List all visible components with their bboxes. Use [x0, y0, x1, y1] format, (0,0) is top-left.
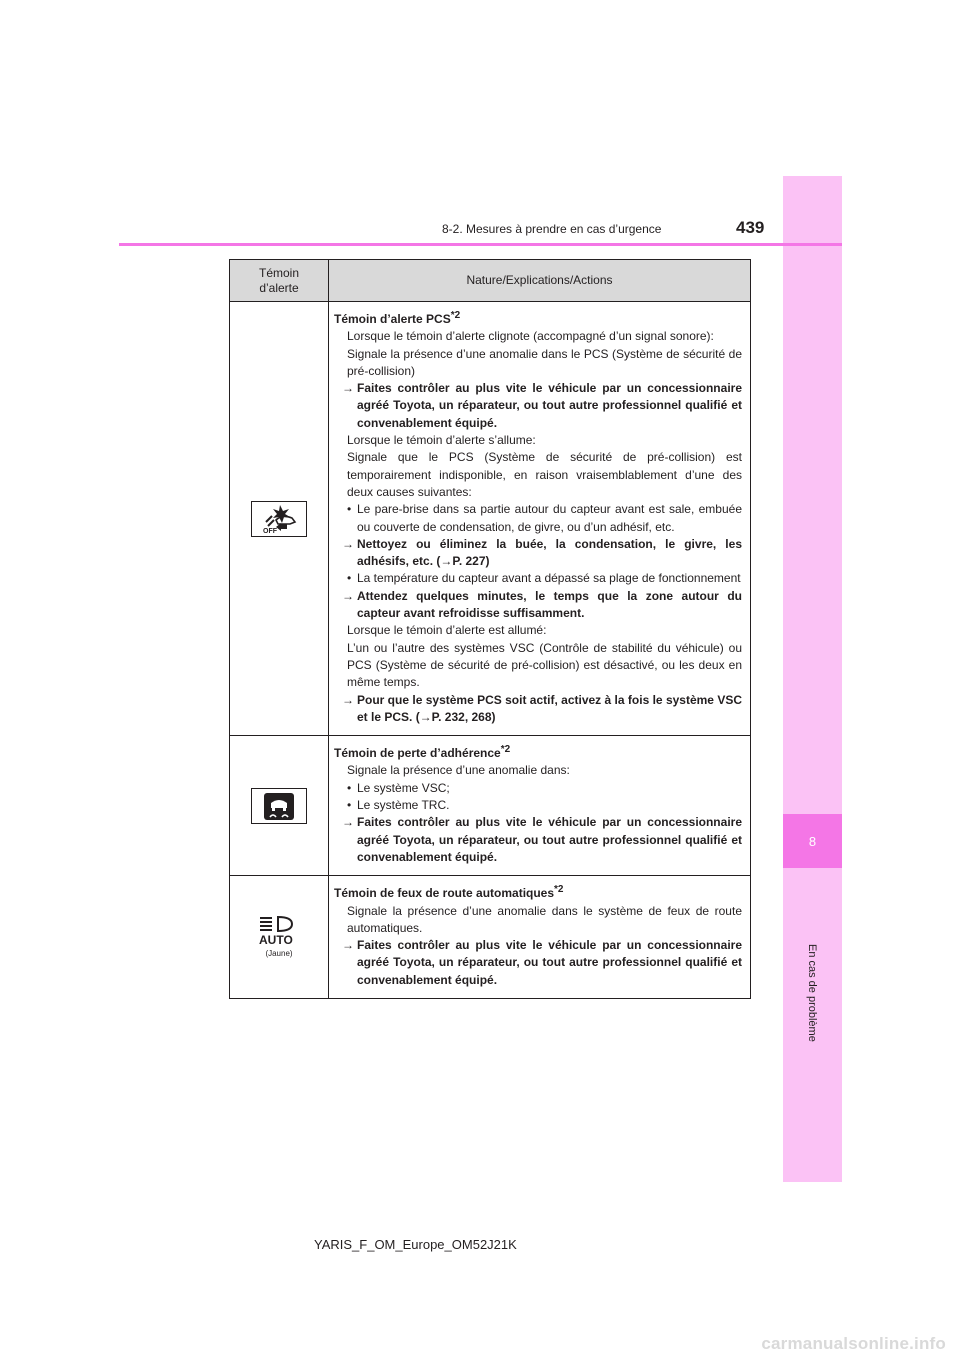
bullet-icon: • [347, 798, 352, 813]
warning-light-cell [230, 736, 329, 876]
explanation-text: Lorsque le témoin d’alerte est allumé: [347, 623, 547, 638]
bullet-icon: • [347, 571, 352, 586]
explanation-text: Lorsque le témoin d’alerte clignote (accompagné d’un signal sonore): [347, 329, 714, 344]
explanation-text: Signale la présence d’une anomalie dans le système de feux de route automatiques. [347, 903, 742, 935]
arrow-right-icon: → [342, 588, 354, 603]
page-number: 439 [736, 218, 765, 237]
explanation-cell [329, 302, 751, 736]
action-instruction: → Nettoyez ou éliminez la buée, la condensation, le givre, les adhésifs, etc. (→P. 227) [342, 536, 742, 569]
footnote-marker: *2 [500, 744, 511, 756]
warning-table [229, 259, 751, 999]
explanation-text: Lorsque le témoin d’alerte s’allume: [347, 433, 536, 448]
action-instruction: → Faites contrôler au plus vite le véhicule par un concessionnaire agréé Toyota, un réparateur, ou tout autre professionnel qualifié et convenablement équipé. [342, 815, 742, 864]
explanation-text: Signale la présence d’une anomalie dans le PCS (Système de sécurité de pré-collision) [347, 346, 742, 378]
header-warning-light: Témoin d’alerte [230, 260, 329, 302]
bullet-icon: • [347, 502, 352, 517]
table-row [230, 876, 751, 999]
bullet-item: • Le système VSC; [334, 780, 742, 797]
arrow-right-icon: → [342, 938, 354, 953]
arrow-right-icon: → [342, 815, 354, 830]
bullet-item: • Le pare-brise dans sa partie autour du capteur avant est sale, embuée ou couverte de condensation, de givre, ou d’un adhésif, etc. [347, 502, 742, 534]
bullet-item: • La température du capteur avant a dépassé sa plage de fonctionnement [334, 570, 742, 587]
warning-light-cell [230, 302, 329, 736]
warning-title: Témoin de perte d’adhérence$^{*2}$ [334, 744, 511, 761]
warning-title: Témoin de feux de route automatiques$^{*2}$ [334, 884, 564, 901]
header-explanations: Nature/Explications/Actions [329, 260, 751, 302]
table-header-row [230, 260, 751, 302]
svg-text:OFF: OFF [263, 527, 277, 535]
action-instruction: → Pour que le système PCS soit actif, activez à la fois le système VSC et le PCS. (→P. 232, 268) [342, 692, 742, 724]
table-row [230, 302, 751, 736]
auto-high-beam-icon [252, 913, 306, 947]
arrow-right-icon: → [342, 692, 354, 707]
explanation-text: Signale que le PCS (Système de sécurité de pré-collision) est temporairement indisponible, en raison vraisemblablement d’une des deux causes suivantes: [347, 450, 742, 499]
slip-indicator-icon [251, 788, 307, 824]
action-instruction: → Faites contrôler au plus vite le véhicule par un concessionnaire agréé Toyota, un réparateur, ou tout autre professionnel qualifié et convenablement équipé. [342, 938, 742, 987]
footnote-marker: *2 [450, 310, 461, 321]
document-code: YARIS_F_OM_Europe_OM52J21K [314, 1237, 517, 1252]
bullet-icon: • [347, 780, 352, 795]
explanation-cell [329, 876, 751, 999]
pcs-off-warning-icon [251, 501, 307, 537]
chapter-title: 8-2. Mesures à prendre en cas d’urgence [442, 222, 662, 236]
explanation-cell [329, 736, 751, 876]
svg-text:AUTO: AUTO [259, 933, 293, 948]
arrow-right-icon: → [342, 381, 354, 396]
footnote-marker: *2 [554, 884, 564, 896]
bullet-item: • Le système TRC. [334, 797, 742, 814]
header-rule [119, 243, 842, 246]
icon-caption: (Jaune) [265, 949, 293, 959]
chapter-number-tab: 8 [783, 814, 842, 868]
warning-title: Témoin d’alerte PCS$^{*2}$ [334, 310, 461, 326]
explanation-text: L’un ou l’autre des systèmes VSC (Contrôle de stabilité du véhicule) ou PCS (Système de sécurité de pré-collision) est désactivé, ou les deux en même temps. [347, 640, 742, 690]
warning-light-cell [230, 876, 329, 999]
explanation-text: Signale la présence d’une anomalie dans: [347, 763, 570, 778]
table-row [230, 736, 751, 876]
action-instruction: → Attendez quelques minutes, le temps que la zone autour du capteur avant refroidisse suffisamment. [342, 588, 742, 621]
action-instruction: → Faites contrôler au plus vite le véhicule par un concessionnaire agréé Toyota, un réparateur, ou tout autre professionnel qualifié et convenablement équipé. [342, 381, 742, 430]
arrow-right-icon: → [342, 536, 354, 551]
watermark: carmanualsonline.info [761, 1334, 946, 1353]
